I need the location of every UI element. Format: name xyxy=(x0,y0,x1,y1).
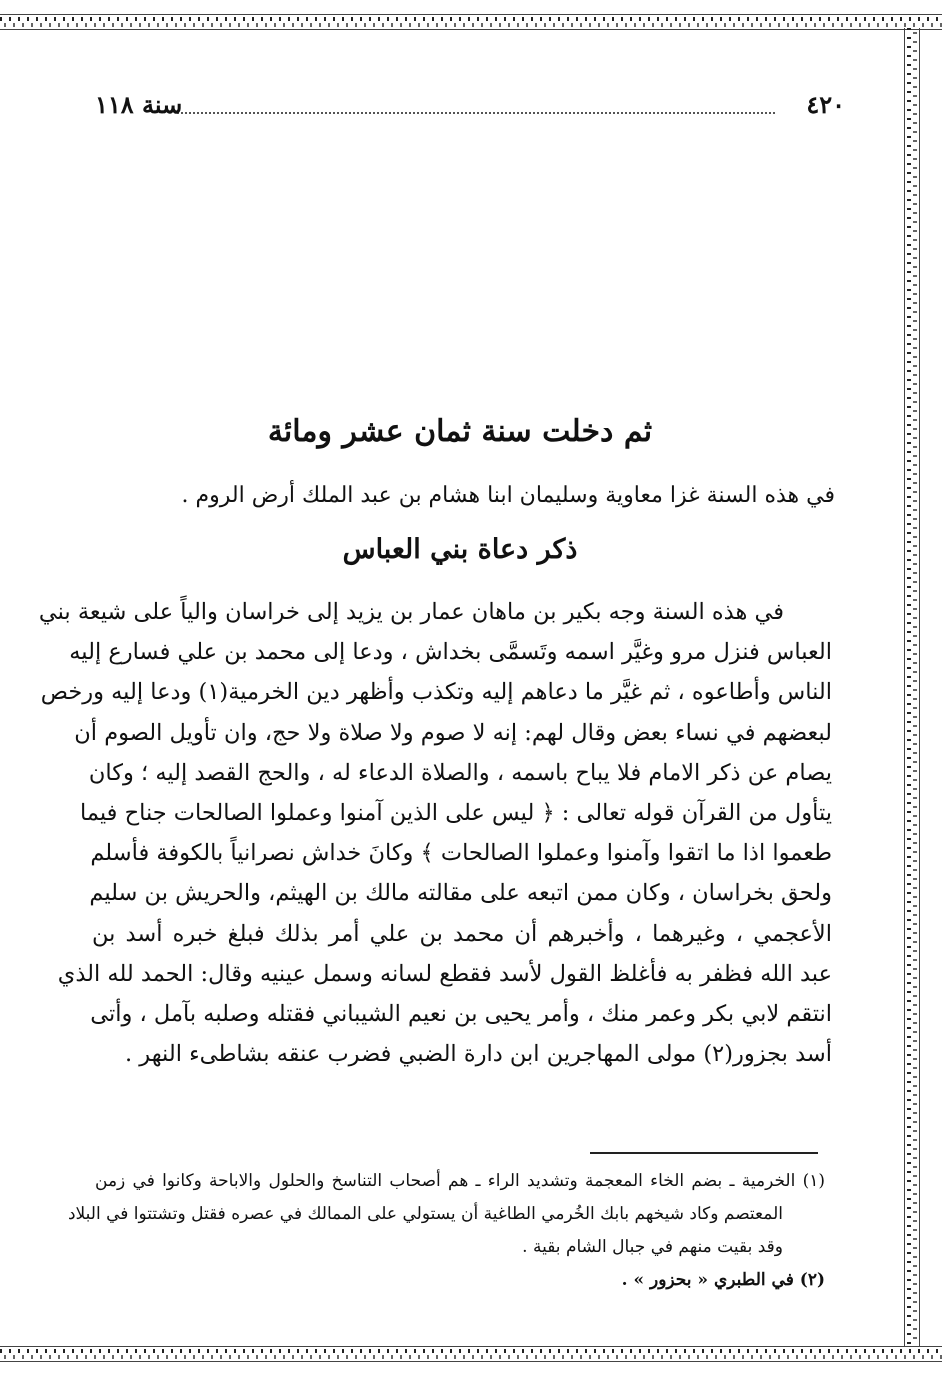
footnote-separator xyxy=(590,1152,818,1154)
body-paragraph xyxy=(38,592,832,1074)
body-line: في هذه السنة وجه بكير بن ماهان عمار بن يزيد إلى خراسان والياً على شيعة بني xyxy=(38,599,784,625)
body-line: انتقم لابي بكر وعمر منك ، وأمر يحيى بن نعيم الشيباني فقتله وصلبه بآمل ، وأتى xyxy=(90,1000,832,1027)
footnote-1-line: المعتصم وكاد شيخهم بابك الخُرمي الطاغية أن يستولي على الممالك في عصره فقتل وتشتتوا في البلاد xyxy=(67,1204,783,1224)
section-title: ذكر دعاة بني العباس xyxy=(342,534,578,565)
footnote-1-line: وقد بقيت منهم في جبال الشام بقية . xyxy=(522,1237,783,1257)
ornamental-border-top xyxy=(0,14,942,30)
footnotes xyxy=(67,1165,825,1297)
intro-paragraph: في هذه السنة غزا معاوية وسليمان ابنا هشام بن عبد الملك أرض الروم . xyxy=(181,483,835,508)
footnote-2: (٢) في الطبري « بحزور » . xyxy=(621,1270,825,1290)
header-dotted-rule xyxy=(177,112,775,114)
body-line: طعموا اذا ما اتقوا وآمنوا وعملوا الصالحات ﴾ وكانَ خداش نصرانياً بالكوفة فأسلم xyxy=(90,840,832,867)
body-line: العباس فنزل مرو وغيَّر اسمه وتَسمَّى بخداش ، ودعا إلى محمد بن علي فسارع إليه xyxy=(69,639,832,666)
page-number: ٤٢٠ xyxy=(806,90,845,119)
body-line: يصام عن ذكر الامام فلا يباح باسمه ، والصلاة الدعاء له ، والحج القصد إليه ؛ وكان xyxy=(88,759,832,786)
footnote-1-line: (١) الخرمية ـ بضم الخاء المعجمة وتشديد الراء ـ هم أصحاب التناسخ والحلول والاباحة وكانوا في زمن xyxy=(95,1171,825,1191)
body-line: الأعجمي ، وغيرهما ، وأخبرهم أن محمد بن علي أمر بذلك فبلغ خبره أسد بن xyxy=(92,920,832,947)
body-line: أسد بجزور(٢) مولى المهاجرين ابن دارة الضبي فضرب عنقه بشاطىء النهر . xyxy=(124,1041,832,1068)
page-header xyxy=(95,90,845,124)
ornamental-border-right xyxy=(904,28,920,1346)
body-line: يتأول من القرآن قوله تعالى : ﴿ ليس على الذين آمنوا وعملوا الصالحات جناح فيما xyxy=(80,799,832,826)
running-title-year: سنة ١١٨ xyxy=(95,90,183,119)
ornamental-border-bottom xyxy=(0,1346,942,1362)
body-line: عبد الله فظفر به فأغلظ القول لأسد فقطع لسانه وسمل عينيه وقال: الحمد لله الذي xyxy=(57,960,832,987)
chapter-title: ثم دخلت سنة ثمان عشر ومائة xyxy=(267,414,653,449)
body-line: لبعضهم في نساء بعض وقال لهم: إنه لا صوم ولا صلاة ولا حج، وان تأويل الصوم أن xyxy=(74,719,832,746)
body-line: ولحق بخراسان ، وكان ممن اتبعه على مقالته مالك بن الهيثم، والحريش بن سليم xyxy=(89,880,832,907)
body-line: الناس وأطاعوه ، ثم غيَّر ما دعاهم إليه وتكذب وأظهر دين الخرمية(١) ودعا إليه ورخص xyxy=(40,679,832,706)
